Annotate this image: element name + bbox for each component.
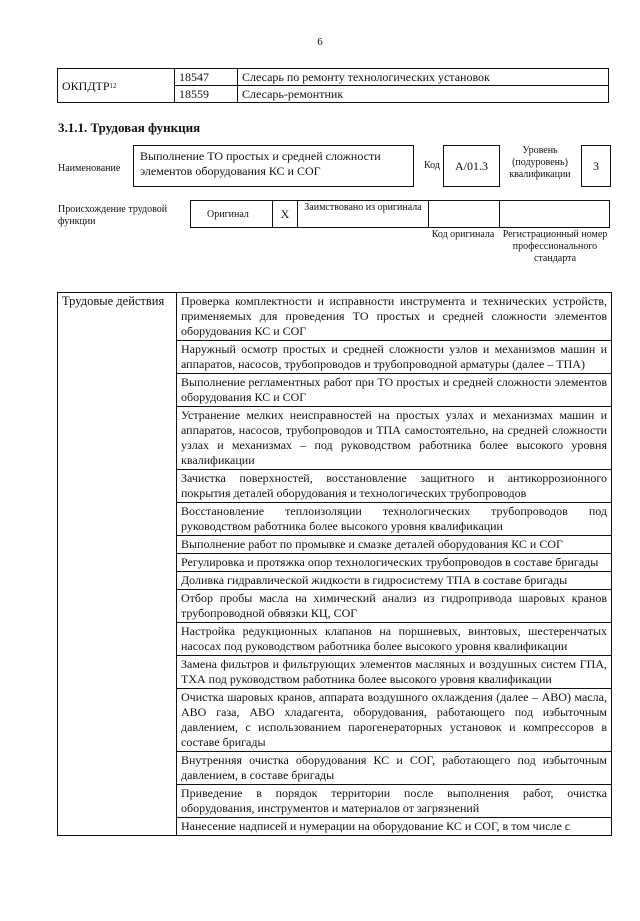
okpdtr-label: ОКПДТР [62, 78, 110, 93]
level-label: Уровень (подуровень) квалификации [509, 145, 571, 180]
labor-action-item: Очистка шаровых кранов, аппарата воздушного охлаждения (далее – АВО) масла, АВО газа, АВО хладагента, оборудования, работающего под избыточным давлением, с использованием парогенераторных установок и компрессоров в составе бригады [177, 689, 612, 752]
okpdtr-label-cell [58, 69, 175, 103]
function-code-value: A/01.3 [443, 145, 500, 187]
reg-number-cell [500, 201, 610, 228]
original-label: Оригинал [191, 201, 273, 228]
labor-action-item: Выполнение регламентных работ при ТО простых и средней сложности элементов оборудования КС и СОГ [177, 374, 612, 407]
labor-action-item: Внутренняя очистка оборудования КС и СОГ, работающего под избыточным давлением, в составе бригады [177, 752, 612, 785]
okpdtr-title: Слесарь-ремонтник [238, 86, 609, 103]
section-title: 3.1.1. Трудовая функция [58, 120, 201, 135]
labor-action-item: Настройка редукционных клапанов на поршневых, винтовых, шестеренчатых насосах под руководством работника более высокого уровня квалификации [177, 623, 612, 656]
okpdtr-row [58, 69, 609, 86]
labor-action-item: Нанесение надписей и нумерации на оборудование КС и СОГ, в том числе с [177, 818, 612, 836]
origin-row [191, 201, 610, 228]
function-name-value: Выполнение ТО простых и средней сложности элементов оборудования КС и СОГ [133, 145, 414, 187]
labor-action-item: Восстановление теплоизоляции технологических трубопроводов под руководством работника более высокого уровня квалификации [177, 503, 612, 536]
code-original-caption: Код оригинала [431, 229, 495, 240]
okpdtr-code: 18559 [175, 86, 238, 103]
origin-label: Происхождение трудовой функции [58, 204, 168, 227]
labor-action-item: Наружный осмотр простых и средней сложности узлов и механизмов машин и аппаратов, насосов, трубопроводов и трубопроводной арматуры (далее – ТПА) [177, 341, 612, 374]
labor-action-item: Замена фильтров и фильтрующих элементов масляных и воздушных систем ГПА, ТХА под руководством работника более высокого уровня квалификации [177, 656, 612, 689]
labor-actions-header: Трудовые действия [58, 293, 177, 836]
labor-action-item: Зачистка поверхностей, восстановление защитного и антикоррозионного покрытия деталей оборудования и технологических трубопроводов [177, 470, 612, 503]
page-number: 6 [317, 36, 323, 48]
original-mark: X [273, 201, 298, 228]
labor-action-item: Приведение в порядок территории после выполнения работ, очистка оборудования, инструментов и материалов от загрязнений [177, 785, 612, 818]
okpdtr-code: 18547 [175, 69, 238, 86]
original-code-cell [429, 201, 500, 228]
labor-action-item: Регулировка и протяжка опор технологических трубопроводов в составе бригады [177, 554, 612, 572]
origin-table [190, 200, 610, 228]
labor-action-item: Проверка комплектности и исправности инструмента и технических устройств, применяемых для проведения ТО простых и средней сложности элементов оборудования КС и СОГ [177, 293, 612, 341]
labor-actions-table [57, 292, 612, 836]
labor-action-item: Устранение мелких неисправностей на простых узлах и механизмах машин и аппаратов, насосов, трубопроводов и ТПА самостоятельно, на средней сложности узлах и механизмах – под руководством работника более высокого уровня квалификации [177, 407, 612, 470]
labor-action-item: Выполнение работ по промывке и смазке деталей оборудования КС и СОГ [177, 536, 612, 554]
footnote-mark: 12 [109, 81, 117, 90]
labor-action-item: Отбор пробы масла на химический анализ из гидропривода шаровых кранов трубопроводной обвязки КЦ, СОГ [177, 590, 612, 623]
reg-number-caption: Регистрационный номер профессионального стандарта [502, 229, 608, 264]
table-row [58, 293, 612, 341]
level-value: 3 [581, 145, 611, 187]
borrowed-label: Заимствовано из оригинала [298, 201, 429, 228]
labor-action-item: Доливка гидравлической жидкости в гидросистему ТПА в составе бригады [177, 572, 612, 590]
okpdtr-title: Слесарь по ремонту технологических установок [238, 69, 609, 86]
okpdtr-table [57, 68, 609, 103]
code-label: Код [424, 160, 440, 171]
name-label: Наименование [58, 163, 121, 174]
